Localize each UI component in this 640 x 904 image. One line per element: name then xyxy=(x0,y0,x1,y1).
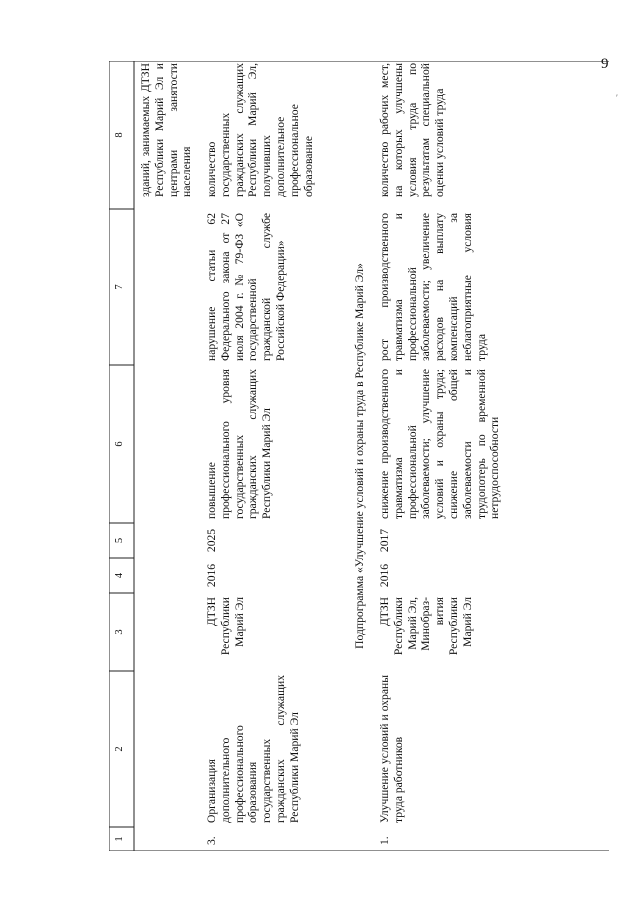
row-1-number: 1. xyxy=(378,836,391,845)
row-3-indicator: количество государственных гражданских служащих Республики Марий Эл, получивших дополнительное профессиональное образование xyxy=(205,63,315,197)
row-1-indicator: количество рабочих мест, на которых улучшены условия труда по результатам специальной оценки условий труда xyxy=(378,63,447,197)
row-1-end: 2017 xyxy=(378,528,391,553)
subprogram-title: Подпрограмма «Улучшение условий и охраны труда в Республике Марий Эл» xyxy=(353,263,366,649)
row-1-executor-line-1: ДТЗН xyxy=(378,597,391,627)
row-1-executor-line-2: Республики xyxy=(391,597,405,656)
row-3-number: 3. xyxy=(205,836,218,845)
row-3-consequences: нарушение статьи 62 Федерального закона от 27 июля 2004 г. № 79-ФЗ «О государственной гражданской службе Российской Федерации» xyxy=(205,213,287,361)
row-3-start: 2016 xyxy=(205,563,218,588)
row-1-result: снижение производственного травматизма и профессиональной заболеваемости; улучшение условий и охраны труда; снижение общей заболеваемости и трудопотерь по временной нетрудоспособности xyxy=(378,369,502,519)
row-3-executor-line-1: ДТЗН xyxy=(205,597,218,627)
row-3-executor xyxy=(205,597,246,667)
row-1-executor-line-6: Республики xyxy=(446,597,460,656)
row-1-executor-line-7: Марий Эл xyxy=(460,597,474,647)
row-3-executor-line-2: Республики xyxy=(218,597,232,656)
row-3-end: 2025 xyxy=(205,528,218,553)
row-1-name: Улучшение условий и охраны труда работников xyxy=(378,675,405,823)
header-col-1: 1 xyxy=(114,836,125,842)
page-mark: ′ xyxy=(616,93,618,103)
row-1-executor-line-3: Марий Эл, xyxy=(405,597,419,650)
header-col-7: 7 xyxy=(114,284,125,290)
rotated-table xyxy=(109,61,609,851)
row-1-consequences: рост производственного травматизма и профессиональной заболеваемости; увеличение расходов на выплату компенсаций за неблагоприятные условия труда xyxy=(378,213,488,361)
row-1-start: 2016 xyxy=(378,563,391,588)
header-col-8: 8 xyxy=(114,132,125,138)
page-number: 9 xyxy=(601,56,609,72)
header-col-6: 6 xyxy=(114,441,125,447)
row-1-executor xyxy=(378,597,475,667)
row-3-result: повышение профессионального уровня государственных гражданских служащих Республики Марий Эл xyxy=(205,369,274,519)
row-3-name: Организация дополнительного профессионального образования государственных гражданских служащих Республики Марий Эл xyxy=(205,675,301,823)
header-col-5: 5 xyxy=(114,537,125,544)
row-3-executor-line-3: Марий Эл xyxy=(232,597,246,647)
row-1-executor-line-5: вития xyxy=(433,597,447,626)
row-1-executor-line-4: Минобраз- xyxy=(419,597,433,651)
header-col-2: 2 xyxy=(114,746,125,752)
continued-indicator: зданий, занимаемых ДТЗН Республики Марий Эл и центрами занятости населения xyxy=(139,63,194,197)
header-col-3: 3 xyxy=(114,629,125,635)
header-col-4: 4 xyxy=(114,572,125,579)
